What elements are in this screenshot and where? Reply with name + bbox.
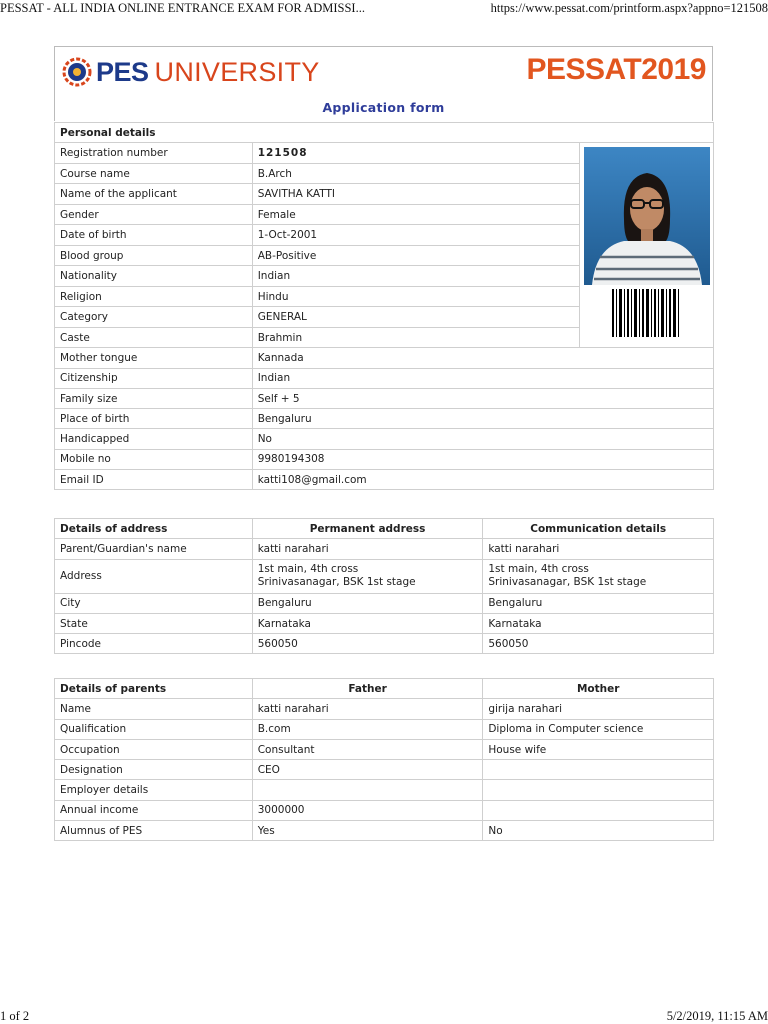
section-heading-row: [55, 123, 714, 143]
field-label: Registration number: [55, 143, 253, 164]
address-table: [54, 518, 714, 654]
table-row: [55, 593, 714, 613]
print-page-title: PESSAT - ALL INDIA ONLINE ENTRANCE EXAM FOR ADMISSI...: [0, 1, 365, 15]
field-value: katti108@gmail.com: [252, 470, 713, 490]
communication-value: Karnataka: [483, 613, 714, 633]
table-row: [55, 699, 714, 719]
field-label: Email ID: [55, 470, 253, 490]
table-row: [55, 388, 714, 408]
mother-value: Diploma in Computer science: [483, 719, 714, 739]
field-label: Course name: [55, 163, 253, 184]
logo-university-text: UNIVERSITY: [154, 56, 320, 87]
mother-value: House wife: [483, 739, 714, 759]
table-row: [55, 821, 714, 841]
field-value: Kannada: [252, 348, 713, 368]
field-value: SAVITHA KATTI: [252, 184, 579, 205]
table-row: [55, 634, 714, 654]
permanent-value: 560050: [252, 634, 483, 654]
field-label: Occupation: [55, 739, 253, 759]
form-header: [54, 46, 713, 121]
father-value: CEO: [252, 760, 483, 780]
table-row: [55, 449, 714, 469]
print-page-count: 1 of 2: [0, 1009, 30, 1023]
pes-emblem-icon: [62, 57, 92, 87]
field-label: Citizenship: [55, 368, 253, 388]
field-label: Date of birth: [55, 225, 253, 246]
communication-value: Bengaluru: [483, 593, 714, 613]
field-label: Alumnus of PES: [55, 821, 253, 841]
barcode-icon: [612, 289, 679, 337]
field-value: Hindu: [252, 286, 579, 307]
column-header: Details of parents: [55, 679, 253, 699]
field-value: AB-Positive: [252, 245, 579, 266]
field-label: Annual income: [55, 800, 253, 820]
table-row: [55, 613, 714, 633]
field-label: Religion: [55, 286, 253, 307]
table-row: [55, 739, 714, 759]
field-value: Bengaluru: [252, 409, 713, 429]
field-label: Employer details: [55, 780, 253, 800]
print-url: https://www.pessat.com/printform.aspx?appno=121508: [490, 1, 768, 15]
table-row: [55, 409, 714, 429]
address-line: 1st main, 4th cross: [257, 563, 359, 576]
column-header: Father: [252, 679, 483, 699]
permanent-value: Karnataka: [252, 613, 483, 633]
table-row: [55, 368, 714, 388]
column-header: Permanent address: [252, 519, 483, 539]
field-value: Self + 5: [252, 388, 713, 408]
permanent-address: [252, 559, 483, 593]
pessat-logo: [526, 53, 706, 87]
table-row: [55, 348, 714, 368]
field-value: 9980194308: [252, 449, 713, 469]
field-value: Indian: [252, 368, 713, 388]
field-label: Designation: [55, 760, 253, 780]
column-header: Mother: [483, 679, 714, 699]
address-line: Srinivasanagar, BSK 1st stage: [257, 576, 416, 589]
father-value: 3000000: [252, 800, 483, 820]
logo-pes-text: PES: [96, 56, 149, 87]
field-label: Caste: [55, 327, 253, 348]
field-label: Nationality: [55, 266, 253, 287]
table-row: [55, 800, 714, 820]
field-label: Category: [55, 307, 253, 328]
column-header: Details of address: [55, 519, 253, 539]
field-value: Female: [252, 204, 579, 225]
logo-pessat-year: 2019: [641, 53, 706, 86]
mother-value: No: [483, 821, 714, 841]
table-row: [55, 539, 714, 559]
permanent-value: Bengaluru: [252, 593, 483, 613]
photo-cell: [580, 143, 714, 348]
parents-table: [54, 678, 714, 841]
father-value: Consultant: [252, 739, 483, 759]
field-label: Mobile no: [55, 449, 253, 469]
field-value: No: [252, 429, 713, 449]
field-label: Blood group: [55, 245, 253, 266]
column-header: Communication details: [483, 519, 714, 539]
pes-university-logo: [62, 54, 320, 90]
table-row: [55, 559, 714, 593]
field-label: Mother tongue: [55, 348, 253, 368]
father-value: [252, 780, 483, 800]
communication-address: [483, 559, 714, 593]
field-label: State: [55, 613, 253, 633]
field-label: Place of birth: [55, 409, 253, 429]
applicant-photo: [584, 147, 710, 347]
table-row: [55, 470, 714, 490]
father-value: Yes: [252, 821, 483, 841]
field-label: Gender: [55, 204, 253, 225]
permanent-value: katti narahari: [252, 539, 483, 559]
page-title: Application form: [322, 100, 445, 115]
field-label: Address: [55, 559, 253, 593]
table-header-row: [55, 519, 714, 539]
field-value: GENERAL: [252, 307, 579, 328]
field-label: Handicapped: [55, 429, 253, 449]
table-header-row: [55, 679, 714, 699]
print-datetime: 5/2/2019, 11:15 AM: [666, 1009, 768, 1023]
mother-value: [483, 800, 714, 820]
field-label: Qualification: [55, 719, 253, 739]
mother-value: girija narahari: [483, 699, 714, 719]
mother-value: [483, 780, 714, 800]
communication-value: katti narahari: [483, 539, 714, 559]
field-label: City: [55, 593, 253, 613]
father-value: katti narahari: [252, 699, 483, 719]
field-label: Parent/Guardian's name: [55, 539, 253, 559]
field-value: Indian: [252, 266, 579, 287]
field-label: Name of the applicant: [55, 184, 253, 205]
field-label: Pincode: [55, 634, 253, 654]
field-value: 1-Oct-2001: [252, 225, 579, 246]
field-label: Name: [55, 699, 253, 719]
field-value: B.Arch: [252, 163, 579, 184]
field-value: Brahmin: [252, 327, 579, 348]
field-value: 121508: [252, 143, 579, 164]
personal-details-table: [54, 122, 714, 490]
field-label: Family size: [55, 388, 253, 408]
table-row: [55, 780, 714, 800]
table-row: [55, 143, 714, 164]
section-heading: Personal details: [55, 123, 714, 143]
mother-value: [483, 760, 714, 780]
father-value: B.com: [252, 719, 483, 739]
table-row: [55, 719, 714, 739]
address-line: Srinivasanagar, BSK 1st stage: [488, 576, 647, 589]
communication-value: 560050: [483, 634, 714, 654]
table-row: [55, 760, 714, 780]
address-line: 1st main, 4th cross: [488, 563, 589, 576]
logo-pessat-text: PESSAT: [526, 53, 642, 86]
table-row: [55, 429, 714, 449]
